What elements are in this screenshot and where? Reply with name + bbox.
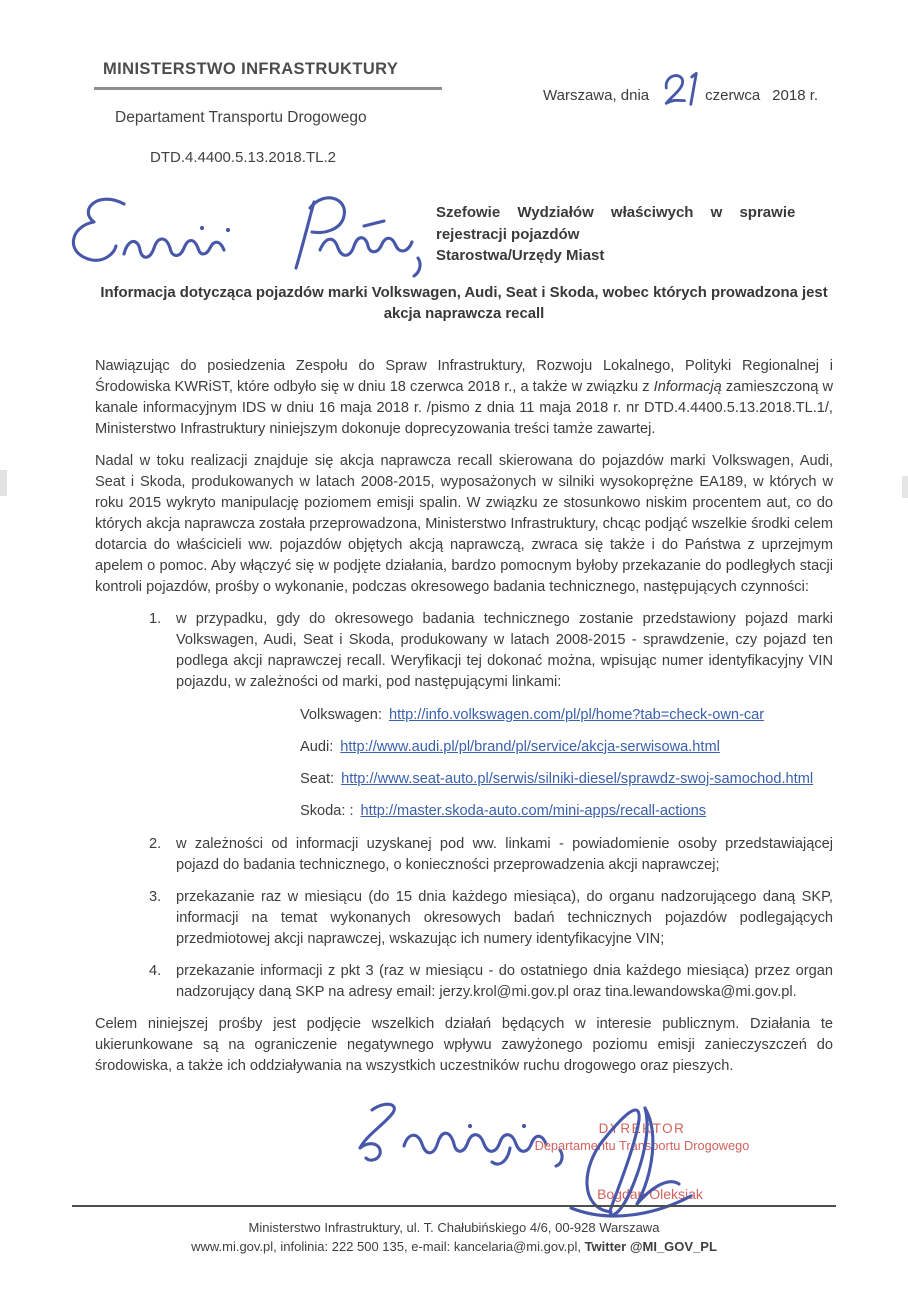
addressee-line: Starostwa/Urzędy Miast: [436, 247, 605, 264]
link-label: Audi:: [300, 739, 334, 755]
list-item-text: przekazanie informacji z pkt 3 (raz w miesiącu - do ostatniego dnia każdego miesiąca) przez organ nadzorujący daną SKP na adresy email: jerzy.krol@mi.gov.pl oraz tina.lewandowska@mi.gov.pl.: [176, 963, 833, 1000]
scan-artifact-right: [902, 476, 908, 498]
volkswagen-recall-link[interactable]: http://info.volkswagen.com/pl/pl/home?tab=check-own-car: [388, 707, 765, 723]
addressee-line: rejestracji pojazdów: [436, 225, 580, 243]
link-line: [300, 737, 833, 758]
audi-recall-link[interactable]: http://www.audi.pl/pl/brand/pl/service/akcja-serwisowa.html: [340, 739, 720, 755]
recall-links: [300, 705, 833, 822]
list-item-number: 3.: [149, 889, 162, 905]
paragraph-1: [95, 356, 833, 440]
list-item: [95, 961, 833, 1003]
handwritten-greeting-text: [0, 0, 1, 1]
footer-twitter-handle: Twitter @MI_GOV_PL: [584, 1238, 717, 1254]
skoda-recall-link[interactable]: http://master.skoda-auto.com/mini-apps/recall-actions: [360, 803, 707, 819]
footer-contacts: [0, 1238, 908, 1257]
handwritten-day-icon: [659, 66, 699, 108]
link-label: Skoda: :: [300, 803, 354, 819]
seat-recall-link[interactable]: http://www.seat-auto.pl/serwis/silniki-diesel/sprawdz-swoj-samochod.html: [341, 771, 814, 787]
list-item-text: w zależności od informacji uzyskanej pod ww. linkami - powiadomienie osoby przedstawiającej pojazd do badania technicznego, o konieczności przeprowadzenia akcji naprawczej;: [176, 836, 833, 873]
scan-artifact-left: [0, 470, 7, 496]
paragraph-1-text: zamieszczoną w kanale informacyjnym IDS w dniu 16 maja 2018 r. /pismo z dnia 11 maja 2018 r. nr DTD.4.4400.5.13.2018.TL.1/, Ministerstwo Infrastruktury niniejszym dokonuje doprecyzowania treści tamże zawartej.: [95, 379, 833, 437]
paragraph-1-text: Nawiązując do posiedzenia Zespołu do Spraw Infrastruktury, Rozwoju Lokalnego, Polityki Regionalnej i Środowiska KWRiST, które odbyło się w dniu 18 czerwca 2018 r., a także w związku z: [95, 358, 833, 395]
list-item-text: w przypadku, gdy do okresowego badania technicznego zostanie przedstawiony pojazd marki Volkswagen, Audi, Seat i Skoda, produkowany w latach 2008-2015 - sprawdzenie, czy pojazd ten podlega akcji naprawczej recall. Weryfikacji tej dokonać można, wpisując numer identyfikacyjny VIN pojazdu, w zależności od marki, pod następującymi linkami:: [176, 611, 833, 690]
department-name: Departament Transportu Drogowego: [115, 109, 367, 126]
handwritten-day-text: [705, 66, 706, 67]
ministry-name: MINISTERSTWO INFRASTRUKTURY: [103, 60, 399, 78]
list-item-number: 1.: [149, 611, 162, 627]
footer-contact-text: www.mi.gov.pl, infolinia: 222 500 135, e-mail: kancelaria@mi.gov.pl,: [191, 1238, 585, 1254]
link-label: Volkswagen:: [300, 707, 382, 723]
reference-number: DTD.4.4400.5.13.2018.TL.2: [150, 149, 336, 166]
date-prefix: Warszawa, dnia: [543, 87, 650, 104]
list-item: [95, 887, 833, 950]
date-year: 2018 r.: [772, 87, 819, 104]
date-line: [543, 66, 818, 108]
paragraph-2: Nadal w toku realizacji znajduje się akcja naprawcza recall skierowana do pojazdów marki Volkswagen, Audi, Seat i Skoda, produkowanych w latach 2008-2015, wyposażonych w silniki wysokoprężne EA189, w których w roku 2015 wykryto manipulację poziomem emisji spalin. W związku ze stosunkowo niskim procentem aut, co do których akcja naprawcza została przeprowadzona, Ministerstwo Infrastruktury, chcąc podjąć wszelkie środki celem dotarcia do właścicieli ww. pojazdów objętych akcją naprawczą, zwraca się także i do Państwa z uprzejmym apelem o pomoc. Aby włączyć się w podjęte działania, bardzo pomocnym byłoby przekazanie do podległych stacji kontroli pojazdów, prośby o wykonanie, podczas okresowego badania technicznego, następujących czynności:: [95, 453, 833, 595]
link-line: [300, 769, 833, 790]
handwritten-greeting-icon: [52, 188, 437, 282]
letter-body: [95, 356, 833, 1088]
list-item: [95, 834, 833, 876]
stamp-title: DYREKTOR: [598, 1121, 686, 1136]
director-stamp: [517, 1121, 767, 1154]
stamp-signatory-name: Bogdan Oleksiak: [597, 1186, 703, 1202]
subject-line: Informacja dotycząca pojazdów marki Volkswagen, Audi, Seat i Skoda, wobec których prowadzona jest akcja naprawcza recall: [100, 285, 828, 322]
list-item-number: 4.: [149, 963, 162, 979]
footer-address: Ministerstwo Infrastruktury, ul. T. Chałubińskiego 4/6, 00-928 Warszawa: [248, 1220, 660, 1235]
stamp-subtitle: Departamentu Transportu Drogowego: [534, 1138, 750, 1153]
date-month: czerwca: [705, 87, 761, 104]
list-item-number: 2.: [149, 836, 162, 852]
addressee-block: [436, 202, 834, 267]
closing-paragraph: Celem niniejszej prośby jest podjęcie wszelkich działań będących w interesie publicznym. Działania te ukierunkowane są na ograniczenie negatywnego wpływu zawyżonego poziomu emisji zanieczyszczeń do środowiska, a także ich oddziaływania na wszystkich uczestników ruchu drogowego oraz pieszych.: [95, 1016, 833, 1074]
footer-divider: [72, 1205, 836, 1207]
link-line: [300, 705, 833, 726]
handwritten-closing-text: [0, 0, 1, 1]
paragraph-1-italic: Informacją: [653, 379, 722, 395]
footer: [0, 1219, 908, 1256]
link-line: [300, 801, 833, 822]
addressee-line: Szefowie Wydziałów właściwych w sprawie: [436, 204, 796, 221]
link-label: Seat:: [300, 771, 335, 787]
list-item: [95, 609, 833, 693]
list-item-text: przekazanie raz w miesiącu (do 15 dnia każdego miesiąca), do organu nadzorującego daną SKP, informacji na temat wykonanych okresowych badań technicznych pojazdów podlegających przedmiotowej akcji naprawczej, wskazując ich numery identyfikacyjne VIN;: [176, 889, 833, 947]
ministry-underline: [94, 87, 442, 90]
